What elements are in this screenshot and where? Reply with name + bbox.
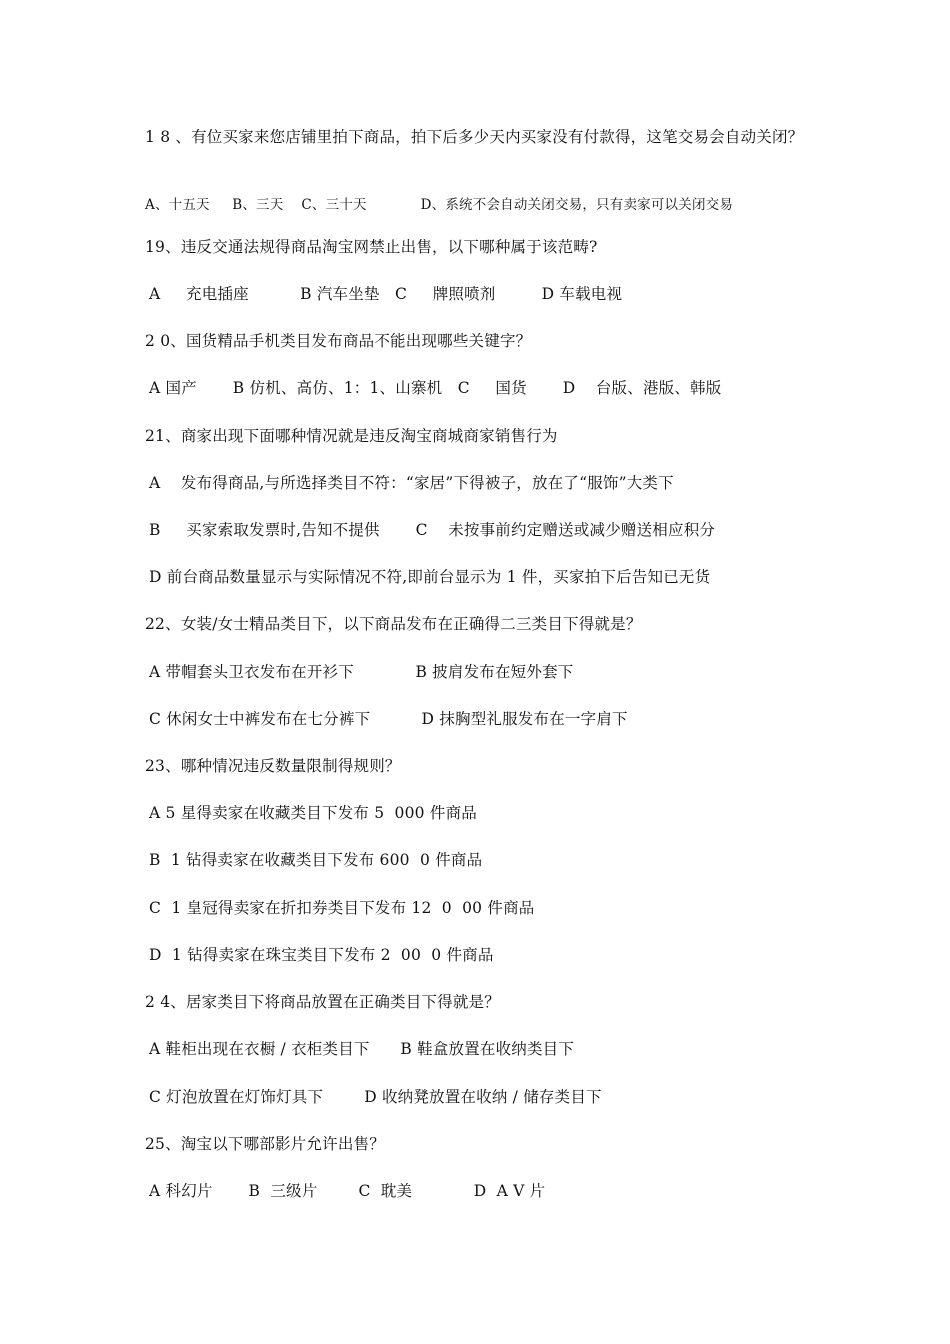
question-19: 19、违反交通法规得商品淘宝网禁止出售，以下哪种属于该范畴? [145,238,598,256]
question-21-option-bc: B 买家索取发票时,告知不提供 C 未按事前约定赠送或减少赠送相应积分 [149,521,716,539]
question-25: 25、淘宝以下哪部影片允许出售？ [145,1135,385,1153]
question-19-options: A 充电插座 B 汽车坐垫 C 牌照喷剂 D 车载电视 [149,285,623,303]
question-24: 2 4、居家类目下将商品放置在正确类目下得就是？ [145,993,500,1011]
question-23: 23、哪种情况违反数量限制得规则？ [145,757,401,775]
question-23-option-a: A 5 星得卖家在收藏类目下发布 5 000 件商品 [149,804,477,822]
question-24-option-ab: A 鞋柜出现在衣橱 / 衣柜类目下 B 鞋盒放置在收纳类目下 [149,1040,575,1058]
question-25-options: A 科幻片 B 三级片 C 耽美 D A V 片 [149,1182,546,1200]
question-21-option-d: D 前台商品数量显示与实际情况不符,即前台显示为 1 件，买家拍下后告知已无货 [149,568,711,586]
question-21: 21、商家出现下面哪种情况就是违反淘宝商城商家销售行为 [145,427,558,445]
question-22-option-cd: C 休闲女士中裤发布在七分裤下 D 抹胸型礼服发布在一字肩下 [149,710,628,728]
question-20-options: A 国产 B 仿机、高仿、1：1、山寨机 C 国货 D 台版、港版、韩版 [149,379,722,397]
question-23-option-d: D 1 钻得卖家在珠宝类目下发布 2 00 0 件商品 [149,946,494,964]
question-22: 22、女装/女士精品类目下，以下商品发布在正确得二三类目下得就是？ [145,615,642,633]
question-21-option-a: A 发布得商品,与所选择类目不符：“家居”下得被子，放在了“服饰”大类下 [149,474,674,492]
question-18-options: A、十五天 B、三天 C、三十天 D、系统不会自动关闭交易，只有卖家可以关闭交易 [145,197,734,213]
question-23-option-b: B 1 钻得卖家在收藏类目下发布 600 0 件商品 [149,851,483,869]
question-20: 2 0、国货精品手机类目发布商品不能出现哪些关键字？ [145,332,532,350]
question-23-option-c: C 1 皇冠得卖家在折扣券类目下发布 12 0 00 件商品 [149,899,535,917]
question-18: 1 8 、有位买家来您店铺里拍下商品，拍下后多少天内买家没有付款得，这笔交易会自动关闭？ [145,128,804,146]
question-24-option-cd: C 灯泡放置在灯饰灯具下 D 收纳凳放置在收纳 / 储存类目下 [149,1088,602,1106]
question-22-option-ab: A 带帽套头卫衣发布在开衫下 B 披肩发布在短外套下 [149,663,574,681]
